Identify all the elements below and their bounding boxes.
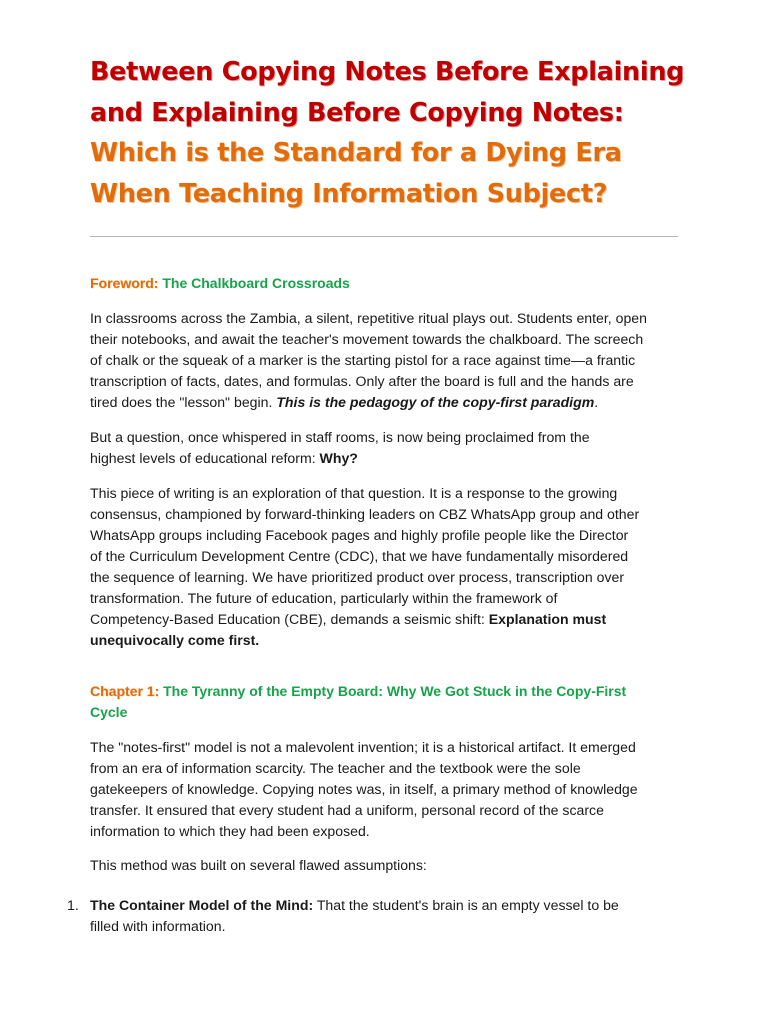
explanation-emphasis-2: unequivocally come first. <box>90 632 260 648</box>
copy-first-emphasis: This is the pedagogy of the copy-first paradigm <box>276 394 595 410</box>
foreword-paragraph-1: In classrooms across the Zambia, a silent, repetitive ritual plays out. Students enter, open their notebooks, and await the teacher's movement towards the chalkboard. The screech of chalk or the squeak of a marker is the starting pistol for a race against time—a frantic transcription of facts, dates, and formulas. Only after the board is full and the hands are tired does the "lesson" begin. This is the pedagogy of the copy-first paradigm. <box>90 310 647 410</box>
title-line-1: Between Copying Notes Before Explaining <box>90 57 685 87</box>
chapter-1-prefix: Chapter 1: <box>90 683 160 699</box>
foreword-paragraph-3: This piece of writing is an exploration of that question. It is a response to the growing consensus, championed by forward-thinking leaders on CBZ WhatsApp group and other WhatsApp groups including Facebook pages and highly profile people like the Director of the Curriculum Development Centre (CDC), that we have fundamentally misordered the sequence of learning. We have prioritized product over process, transcription over transformation. The future of education, particularly within the framework of Competency-Based Education (CBE), demands a seismic shift: Explanation must unequivocally come first. <box>90 485 640 648</box>
chapter-1-heading <box>90 681 678 723</box>
chapter-1-paragraph-2: This method was built on several flawed assumptions: <box>90 857 427 873</box>
chapter-1-title-line-1: The Tyranny of the Empty Board: Why We Got Stuck in the Copy-First <box>163 683 627 699</box>
foreword-heading <box>90 273 678 294</box>
list-item-term: The Container Model of the Mind: <box>90 897 314 913</box>
list-item: The Container Model of the Mind: That the student's brain is an empty vessel to be filled with information. <box>90 897 619 934</box>
title-line-3: Which is the Standard for a Dying Era <box>90 138 622 168</box>
foreword-title: The Chalkboard Crossroads <box>162 275 350 291</box>
document-title <box>90 52 710 214</box>
chapter-1-title-line-2: Cycle <box>90 704 128 720</box>
why-emphasis: Why? <box>319 450 358 466</box>
list-item-number: 1. <box>67 897 79 913</box>
foreword-paragraph-2: But a question, once whispered in staff rooms, is now being proclaimed from the highest levels of educational reform: Why? <box>90 429 590 466</box>
explanation-emphasis-1: Explanation must <box>488 611 607 627</box>
chapter-1-paragraph-1: The "notes-first" model is not a malevolent invention; it is a historical artifact. It emerged from an era of information scarcity. The teacher and the textbook were the sole gatekeepers of knowledge. Copying notes was, in itself, a primary method of knowledge transfer. It ensured that every student had a uniform, personal record of the scarce information to which they had been exposed. <box>90 739 638 839</box>
horizontal-divider <box>90 236 678 237</box>
title-line-4: When Teaching Information Subject? <box>90 178 608 209</box>
foreword-prefix: Foreword: <box>90 275 159 291</box>
title-line-2: and Explaining Before Copying Notes: <box>90 97 624 128</box>
